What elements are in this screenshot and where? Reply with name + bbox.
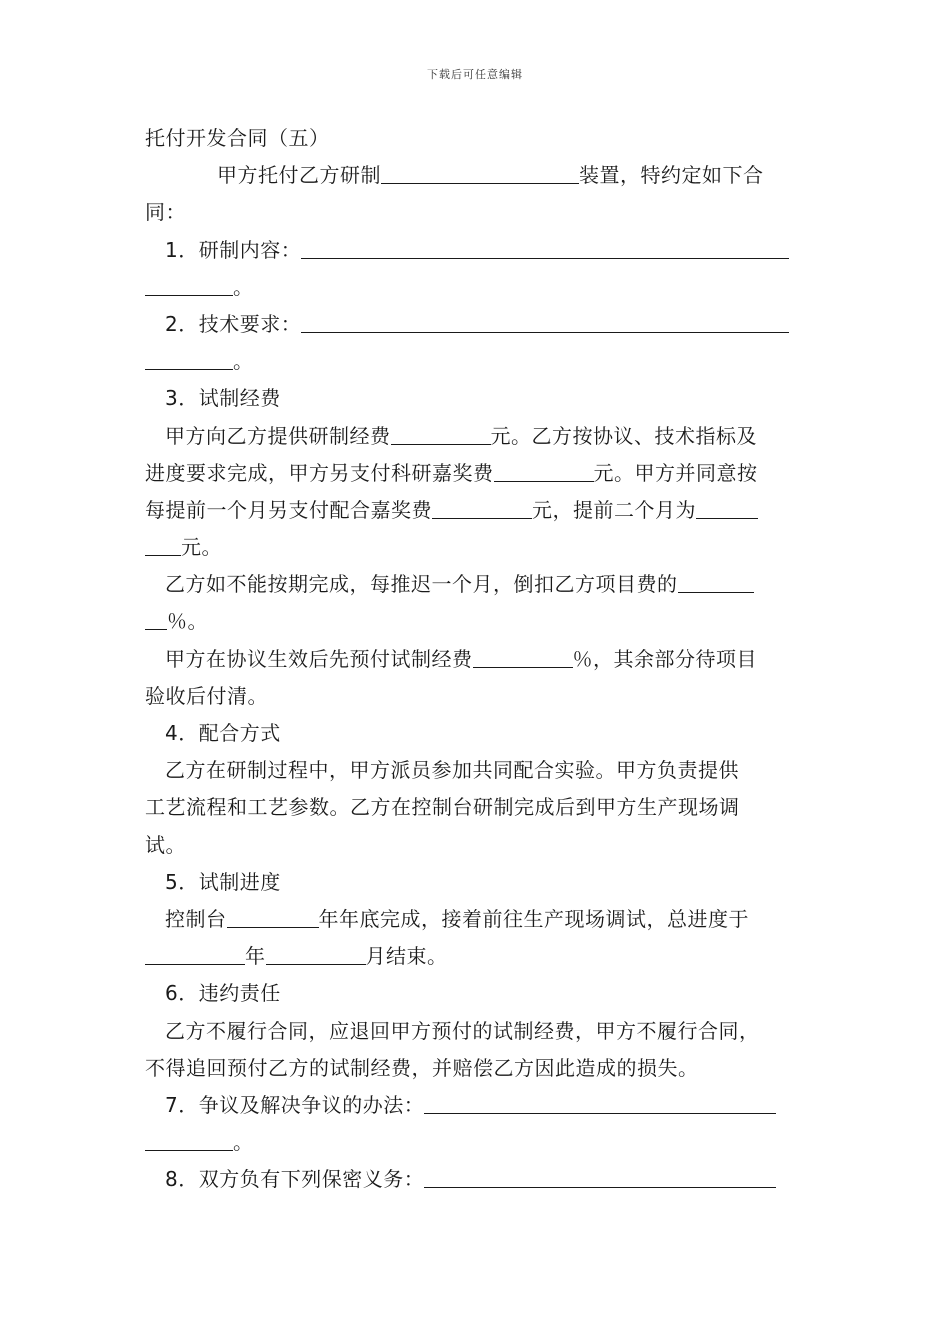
two-month-bonus-blank[interactable] bbox=[696, 517, 758, 519]
section-2-line bbox=[145, 306, 810, 343]
section-7-label: 7．争议及解决争议的办法： bbox=[165, 1092, 425, 1117]
s3-text: 乙方如不能按期完成，每推迟一个月，倒扣乙方项目费的 bbox=[165, 572, 678, 597]
requirements-blank[interactable] bbox=[301, 331, 789, 333]
section-3-para-2-line-2 bbox=[145, 603, 810, 640]
s3-text: 进度要求完成，甲方另支付科研嘉奖费 bbox=[145, 460, 494, 485]
section-7-end: 。 bbox=[233, 1130, 254, 1155]
section-6-line-1: 乙方不履行合同，应退回甲方预付的试制经费，甲方不履行合同， bbox=[165, 1018, 760, 1043]
section-5-heading: 5．试制进度 bbox=[165, 869, 281, 894]
early-bonus-blank[interactable] bbox=[432, 517, 532, 519]
two-month-bonus-blank-cont[interactable] bbox=[145, 554, 181, 556]
section-1-line bbox=[145, 232, 810, 269]
section-3-para-2-line-1 bbox=[145, 566, 810, 603]
bonus-blank[interactable] bbox=[494, 480, 594, 482]
section-4-line-3: 试。 bbox=[145, 832, 186, 857]
document-title: 托付开发合同（五） bbox=[145, 126, 330, 150]
console-year-blank[interactable] bbox=[227, 926, 319, 928]
s3-text: 元。 bbox=[181, 535, 222, 560]
penalty-blank[interactable] bbox=[678, 591, 754, 593]
dispute-blank-cont[interactable] bbox=[145, 1149, 233, 1151]
funding-blank[interactable] bbox=[391, 443, 491, 445]
section-8-line bbox=[145, 1161, 810, 1198]
section-3-para-1-line-4 bbox=[145, 529, 810, 566]
section-2-label: 2．技术要求： bbox=[165, 311, 302, 336]
s3-text: 甲方在协议生效后先预付试制经费 bbox=[165, 646, 473, 671]
s3-text: ％，其余部分待项目 bbox=[572, 646, 757, 671]
s3-text: 元。甲方并同意按 bbox=[593, 460, 758, 485]
s5-text: 年年底完成，接着前往生产现场调试，总进度于 bbox=[318, 906, 749, 931]
requirements-blank-cont[interactable] bbox=[145, 368, 233, 370]
section-4-heading: 4．配合方式 bbox=[165, 721, 281, 745]
s5-text: 年 bbox=[245, 944, 266, 969]
page-header: 下载后可任意编辑 bbox=[427, 68, 523, 81]
intro-line-1 bbox=[145, 157, 810, 194]
section-3-heading: 3．试制经费 bbox=[165, 386, 281, 411]
intro-text-b: 装置，特约定如下合 bbox=[579, 163, 764, 188]
section-2-end: 。 bbox=[233, 349, 254, 374]
dispute-blank[interactable] bbox=[424, 1112, 776, 1114]
end-year-blank[interactable] bbox=[145, 963, 245, 965]
s3-text: ％。 bbox=[167, 609, 208, 634]
section-7-continuation bbox=[145, 1124, 810, 1161]
s5-text: 月结束。 bbox=[365, 944, 448, 969]
section-3-para-1-line-2 bbox=[145, 455, 810, 492]
s3-text: 每提前一个月另支付配合嘉奖费 bbox=[145, 497, 432, 522]
confidentiality-blank[interactable] bbox=[424, 1186, 776, 1188]
s5-text: 控制台 bbox=[165, 906, 227, 931]
section-8-label: 8．双方负有下列保密义务： bbox=[165, 1167, 425, 1192]
section-6-heading: 6．违约责任 bbox=[165, 981, 281, 1006]
intro-text-a: 甲方托付乙方研制 bbox=[217, 163, 381, 188]
content-blank[interactable] bbox=[301, 257, 789, 259]
device-blank[interactable] bbox=[381, 182, 579, 184]
contract-document bbox=[145, 120, 810, 1198]
s3-text: 元。乙方按协议、技术指标及 bbox=[490, 423, 757, 448]
s3-text: 元，提前二个月为 bbox=[532, 497, 696, 522]
penalty-blank-cont[interactable] bbox=[145, 628, 167, 630]
section-1-end: 。 bbox=[233, 274, 254, 299]
section-3-para-1-line-1 bbox=[145, 418, 810, 455]
s3-text: 甲方向乙方提供研制经费 bbox=[165, 423, 391, 448]
section-1-label: 1．研制内容： bbox=[165, 237, 302, 262]
content-blank-cont[interactable] bbox=[145, 294, 233, 296]
section-2-continuation bbox=[145, 343, 810, 380]
section-5-line-1 bbox=[145, 901, 810, 938]
section-6-line-2: 不得追回预付乙方的试制经费，并赔偿乙方因此造成的损失。 bbox=[145, 1055, 699, 1080]
section-3-para-1-line-3 bbox=[145, 492, 810, 529]
section-5-line-2 bbox=[145, 938, 810, 975]
section-4-line-2: 工艺流程和工艺参数。乙方在控制台研制完成后到甲方生产现场调 bbox=[145, 795, 740, 820]
section-1-continuation bbox=[145, 269, 810, 306]
intro-line-2: 同： bbox=[145, 200, 186, 225]
end-month-blank[interactable] bbox=[266, 963, 366, 965]
prepay-blank[interactable] bbox=[473, 666, 573, 668]
section-4-line-1: 乙方在研制过程中，甲方派员参加共同配合实验。甲方负责提供 bbox=[165, 758, 739, 783]
section-3-para-3-line-2: 验收后付清。 bbox=[145, 683, 268, 708]
section-3-para-3-line-1 bbox=[145, 641, 810, 678]
section-7-line bbox=[145, 1087, 810, 1124]
